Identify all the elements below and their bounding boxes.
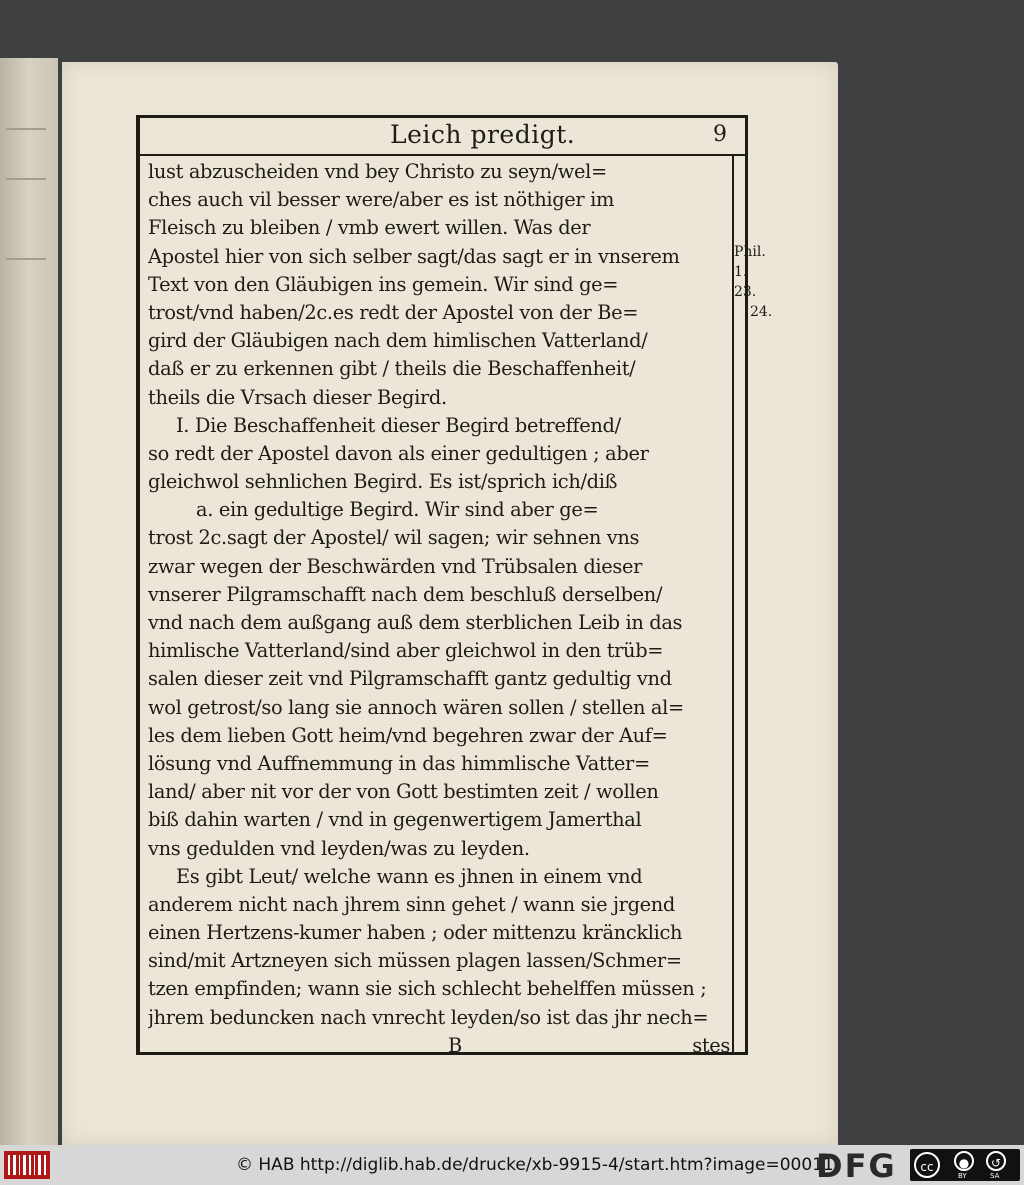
text-line: lust abzuscheiden vnd bey Christo zu seyn/wel= bbox=[148, 160, 607, 183]
text-line: lösung vnd Auffnemmung in das himmlische Vatter= bbox=[148, 751, 650, 775]
text-line: ches auch vil besser were/aber es ist nöthiger im bbox=[148, 188, 615, 212]
text-line: trost/vnd haben/2c.es redt der Apostel von der Be= bbox=[148, 300, 639, 324]
text-line: Es gibt Leut/ welche wann es jhnen in einem vnd bbox=[176, 864, 643, 888]
source-link[interactable]: © HAB http://diglib.hab.de/drucke/xb-9915-4/start.htm?image=00011 bbox=[236, 1155, 834, 1175]
text-line: gleichwol sehnlichen Begird. Es ist/sprich ich/diß bbox=[148, 470, 618, 494]
text-line: Fleisch zu bleiben / vmb ewert willen. Was der bbox=[148, 216, 591, 240]
page-number: 9 bbox=[713, 122, 727, 147]
ghost-text bbox=[6, 258, 46, 260]
body-text bbox=[148, 158, 730, 1060]
text-line: tzen empfinden; wann sie sich schlecht behelffen müssen ; bbox=[148, 977, 707, 1001]
footer-bar bbox=[0, 1145, 1024, 1185]
text-line: les dem lieben Gott heim/vnd begehren zwar der Auf= bbox=[148, 723, 668, 747]
text-line: sind/mit Artzneyen sich müssen plagen lassen/Schmer= bbox=[148, 949, 682, 973]
sa-icon: ↺ bbox=[986, 1151, 1006, 1171]
by-label: BY bbox=[958, 1172, 967, 1180]
sa-label: SA bbox=[990, 1172, 1000, 1180]
library-logo-icon bbox=[4, 1151, 50, 1179]
text-line: einen Hertzens-kumer haben ; oder mittenzu kräncklich bbox=[148, 921, 683, 945]
text-line: I. Die Beschaffenheit dieser Begird betreffend/ bbox=[176, 413, 621, 437]
marginal-ref: Phil. 1. 23. bbox=[734, 244, 766, 300]
adjacent-page-edge bbox=[0, 58, 58, 1145]
marginal-ref: 24. bbox=[750, 304, 773, 320]
text-line: vnserer Pilgramschafft nach dem beschluß derselben/ bbox=[148, 582, 663, 606]
cc-icon: cc bbox=[914, 1152, 940, 1178]
text-line: salen dieser zeit vnd Pilgramschafft gantz gedultig vnd bbox=[148, 667, 672, 691]
ghost-text bbox=[6, 178, 46, 180]
text-line: vns gedulden vnd leyden/was zu leyden. bbox=[148, 836, 530, 860]
signature-mark: B bbox=[448, 1033, 462, 1057]
text-line: himlische Vatterland/sind aber gleichwol in den trüb= bbox=[148, 639, 664, 663]
running-head: Leich predigt. bbox=[390, 120, 576, 149]
text-line: wol getrost/so lang sie annoch wären sollen / stellen al= bbox=[148, 695, 684, 719]
catchword: stes bbox=[692, 1033, 730, 1057]
signature-line bbox=[148, 1032, 730, 1060]
text-line: Text von den Gläubigen ins gemein. Wir sind ge= bbox=[148, 272, 619, 296]
text-line: anderem nicht nach jhrem sinn gehet / wann sie jrgend bbox=[148, 892, 675, 916]
text-line: a. ein gedultige Begird. Wir sind aber ge= bbox=[196, 498, 599, 522]
text-line: Apostel hier von sich selber sagt/das sagt er in vnserem bbox=[148, 244, 680, 268]
cc-license-badge[interactable] bbox=[910, 1149, 1020, 1181]
text-line: vnd nach dem außgang auß dem sterblichen Leib in das bbox=[148, 611, 683, 634]
dfg-logo: DFG bbox=[816, 1147, 897, 1185]
text-line: jhrem beduncken nach vnrecht leyden/so ist das jhr nech= bbox=[148, 1005, 709, 1029]
page-frame bbox=[136, 115, 773, 1057]
text-line: land/ aber nit vor der von Gott bestimten zeit / wollen bbox=[148, 780, 659, 804]
by-icon: ● bbox=[954, 1151, 974, 1171]
text-line: gird der Gläubigen nach dem himlischen Vatterland/ bbox=[148, 329, 648, 353]
marginal-note bbox=[734, 242, 772, 322]
text-line: theils die Vrsach dieser Begird. bbox=[148, 385, 447, 409]
head-rule bbox=[140, 154, 745, 156]
text-line: so redt der Apostel davon als einer gedultigen ; aber bbox=[148, 441, 649, 465]
text-line: daß er zu erkennen gibt / theils die Beschaffenheit/ bbox=[148, 357, 636, 381]
text-line: zwar wegen der Beschwärden vnd Trübsalen dieser bbox=[148, 554, 643, 578]
book-page bbox=[62, 62, 838, 1145]
ghost-text bbox=[6, 128, 46, 130]
text-line: trost 2c.sagt der Apostel/ wil sagen; wir sehnen vns bbox=[148, 526, 640, 550]
text-line: biß dahin warten / vnd in gegenwertigem Jamerthal bbox=[148, 808, 642, 832]
